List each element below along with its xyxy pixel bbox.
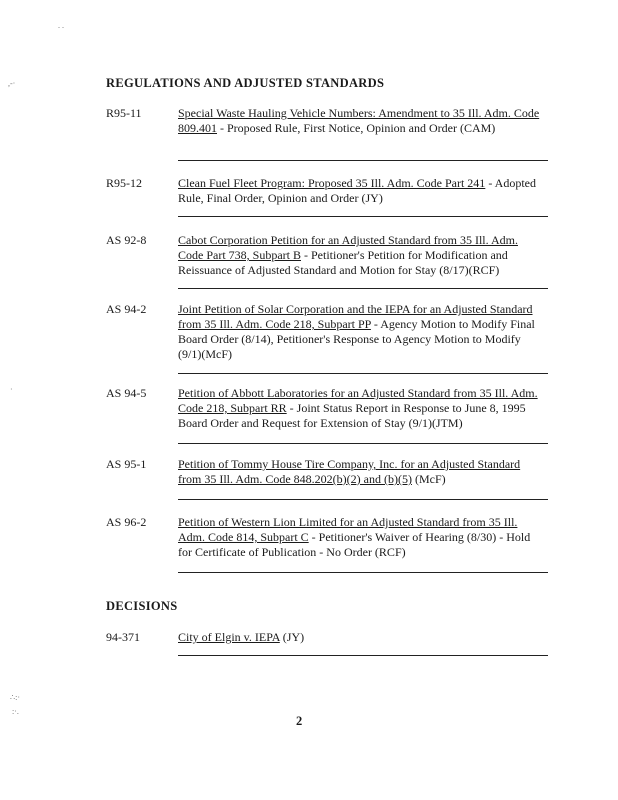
page-number: 2 [296, 714, 303, 728]
docket-number: AS 96-2 [106, 515, 147, 529]
case-detail: (McF) [411, 472, 446, 486]
case-detail: - Petitioner's Waiver of Hearing (8/30) - Hold for Certificate of Publication - No Order (RCF) [178, 530, 531, 559]
case-title: Petition of Tommy House Tire Company, Inc. for an Adjusted Standard from 35 Ill. Adm. Code 848.202(b)(2) and (b)(5) [178, 457, 521, 486]
entry-description [178, 302, 546, 362]
case-detail: - Adopted Rule, Final Order, Opinion and Order (JY) [178, 176, 536, 205]
case-detail: (JY) [279, 630, 305, 644]
docket-number: AS 94-2 [106, 302, 147, 316]
case-title: City of Elgin v. IEPA [178, 630, 280, 644]
case-title: Cabot Corporation Petition for an Adjusted Standard from 35 Ill. Adm. Code Part 738, Subpart B [178, 233, 518, 262]
entry-divider [178, 499, 548, 500]
entry-divider [178, 160, 548, 161]
decisions-heading: DECISIONS [106, 599, 178, 613]
entry-description [178, 106, 546, 136]
docket-number: R95-11 [106, 106, 142, 120]
regulations-heading: REGULATIONS AND ADJUSTED STANDARDS [106, 76, 385, 90]
case-detail: - Petitioner's Petition for Modification and Reissuance of Adjusted Standard and Motion for Stay (8/17)(RCF) [178, 248, 508, 277]
entry-description [178, 457, 546, 487]
entry-description [178, 176, 546, 206]
entry-description [178, 515, 546, 560]
case-detail: - Proposed Rule, First Notice, Opinion and Order (CAM) [217, 121, 496, 135]
scan-speck: · [10, 385, 13, 394]
case-title: Clean Fuel Fleet Program: Proposed 35 Ill. Adm. Code Part 241 [178, 176, 486, 190]
case-title: Petition of Western Lion Limited for an Adjusted Standard from 35 Ill. Adm. Code 814, Subpart C [178, 515, 518, 544]
docket-number: AS 94-5 [106, 386, 147, 400]
entry-divider [178, 216, 548, 217]
docket-number: 94-371 [106, 630, 140, 644]
case-detail: - Agency Motion to Modify Final Board Order (8/14), Petitioner's Response to Agency Motion to Modify (9/1)(McF) [178, 317, 535, 361]
entry-divider [178, 288, 548, 289]
docket-number: AS 92-8 [106, 233, 147, 247]
case-title: Special Waste Hauling Vehicle Numbers: Amendment to 35 Ill. Adm. Code 809.401 [178, 106, 540, 135]
scan-speck: :·. [12, 707, 19, 716]
docket-number: AS 95-1 [106, 457, 147, 471]
case-title: Petition of Abbott Laboratories for an Adjusted Standard from 35 Ill. Adm. Code 218, Subpart RR [178, 386, 538, 415]
case-detail: - Joint Status Report in Response to June 8, 1995 Board Order and Request for Extension of Stay (9/1)(JTM) [178, 401, 526, 430]
entry-divider [178, 655, 548, 656]
entry-divider [178, 443, 548, 444]
entry-divider [178, 373, 548, 374]
entry-description [178, 386, 546, 431]
entry-description [178, 630, 546, 645]
docket-number: R95-12 [106, 176, 142, 190]
scan-speck: ∴:· [10, 693, 20, 702]
scan-speck: ,-· [8, 79, 16, 88]
scan-speck: . . [58, 21, 64, 30]
entry-description [178, 233, 546, 278]
case-title: Joint Petition of Solar Corporation and the IEPA for an Adjusted Standard from 35 Ill. Adm. Code 218, Subpart PP [178, 302, 533, 331]
entry-divider [178, 572, 548, 573]
